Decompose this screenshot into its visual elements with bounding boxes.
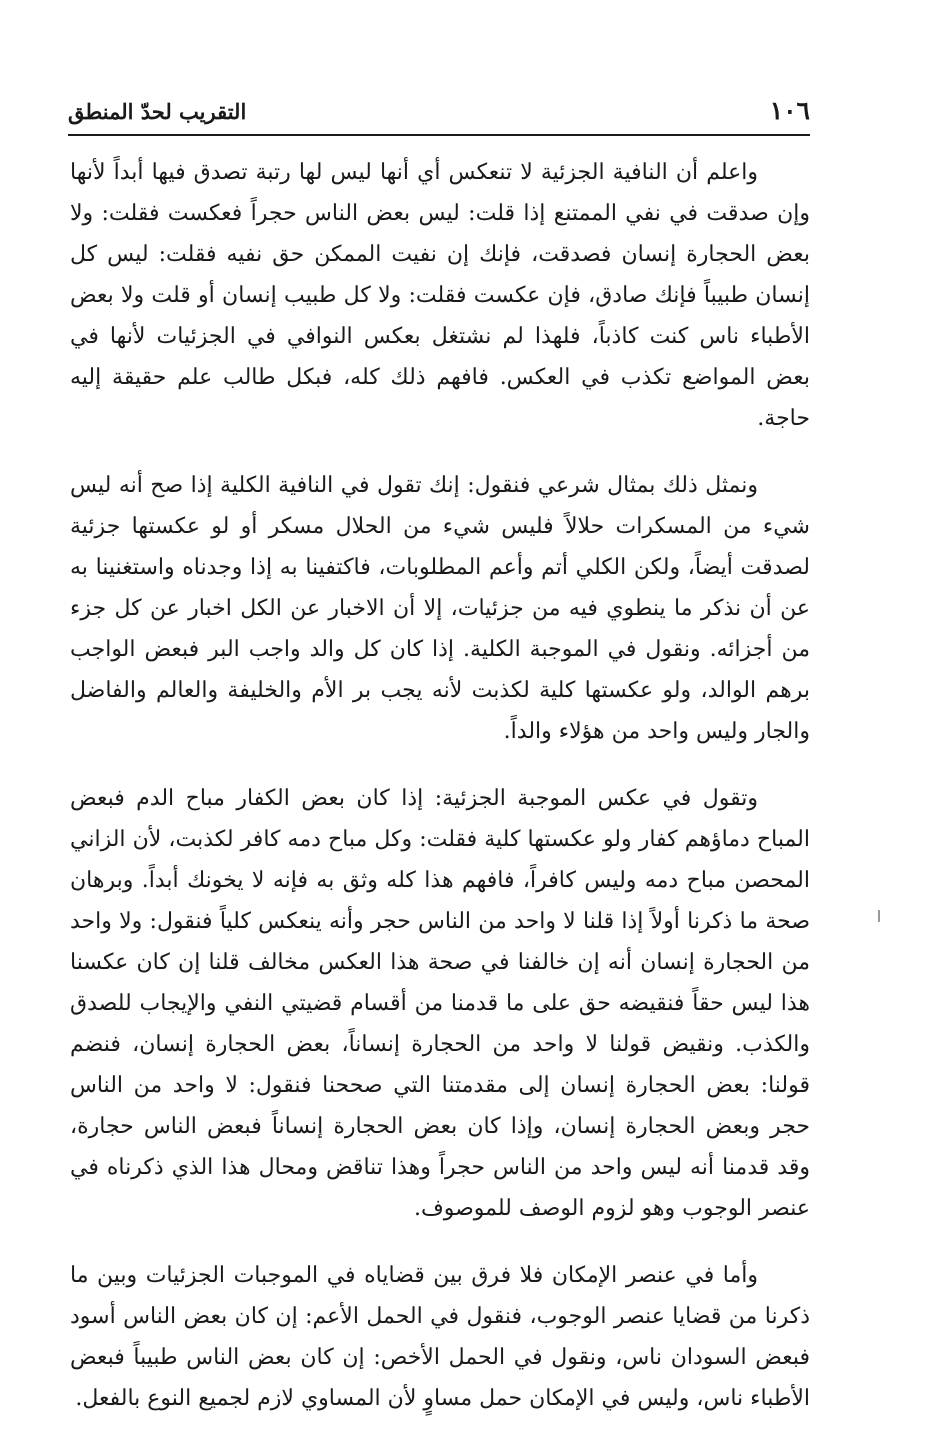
running-header — [68, 95, 810, 127]
header-rule — [68, 134, 810, 136]
paragraph-3: وتقول في عكس الموجبة الجزئية: إذا كان بعض الكفار مباح الدم فبعض المباح دماؤهم كفار ولو عكستها كلية فقلت: وكل مباح دمه كافر لكذبت، لأن الزاني المحصن مباح دمه وليس كافراً، فافهم هذا كله وثق به فإنه لا يخونك أبداً. وبرهان صحة ما ذكرنا أولاً إذا قلنا لا واحد من الناس حجر وأنه ينعكس كلياً فنقول: ولا واحد من الحجارة إنسان أنه إن خالفنا في صحة هذا العكس مخالف قلنا إن كان عكسنا هذا ليس حقاً فنقيضه حق على ما قدمنا من أقسام قضيتي النفي والإيجاب للصدق والكذب. ونقيض قولنا لا واحد من الحجارة إنساناً، بعض الحجارة إنسان، فنضم قولنا: بعض الحجارة إنسان إلى مقدمتنا التي صححنا فنقول: لا واحد من الناس حجر وبعض الحجارة إنسان، وإذا كان بعض الحجارة إنساناً فبعض الناس حجارة، وقد قدمنا أنه ليس واحد من الناس حجراً وهذا تناقض ومحال هذا الذي ذكرناه في عنصر الوجوب وهو لزوم الوصف للموصوف. — [70, 786, 810, 1221]
margin-mark — [878, 910, 880, 922]
paragraph-1: واعلم أن النافية الجزئية لا تنعكس أي أنها ليس لها رتبة تصدق فيها أبداً لأنها وإن صدقت في نفي الممتنع إذا قلت: ليس بعض الناس حجراً فعكست فقلت: ولا بعض الحجارة إنسان فصدقت، فإنك إن نفيت الممكن حق نفيه فقلت: ليس كل إنسان طبيباً فإنك صادق، فإن عكست فقلت: ولا كل طبيب إنسان أو قلت ولا بعض الأطباء ناس كنت كاذباً، فلهذا لم نشتغل بعكس النوافي في الجزئيات لأنها في بعض المواضع تكذب في العكس. فافهم ذلك كله، فبكل طالب علم حقيقة إليه حاجة. — [70, 160, 810, 431]
paragraph-2: ونمثل ذلك بمثال شرعي فنقول: إنك تقول في النافية الكلية إذا صح أنه ليس شيء من المسكرات حلالاً فليس شيء من الحلال مسكر أو لو عكستها جزئية لصدقت أيضاً، ولكن الكلي أتم وأعم المطلوبات، فاكتفينا به إذا وجدناه واستغنينا به عن أن نذكر ما ينطوي فيه من جزئيات، إلا أن الاخبار عن الكل اخبار عن كل جزء من أجزائه. ونقول في الموجبة الكلية. إذا كان كل والد واجب البر فبعض الواجب برهم الوالد، ولو عكستها كلية لكذبت لأنه يجب بر الأم والخليفة والعالم والفاضل والجار وليس واحد من هؤلاء والداً. — [70, 473, 810, 744]
book-title: التقريب لحدّ المنطق — [68, 99, 247, 124]
paragraph-4: وأما في عنصر الإمكان فلا فرق بين قضاياه في الموجبات الجزئيات وبين ما ذكرنا من قضايا عنصر الوجوب، فنقول في الحمل الأعم: إن كان بعض الناس أسود فبعض السودان ناس، ونقول في الحمل الأخص: إن كان بعض الناس طبيباً فبعض الأطباء ناس، وليس في الإمكان حمل مساوٍ لأن المساوي لازم لجميع النوع بالفعل. — [70, 1263, 810, 1411]
page-body — [70, 152, 810, 1445]
page-number: ١٠٦ — [769, 96, 810, 125]
